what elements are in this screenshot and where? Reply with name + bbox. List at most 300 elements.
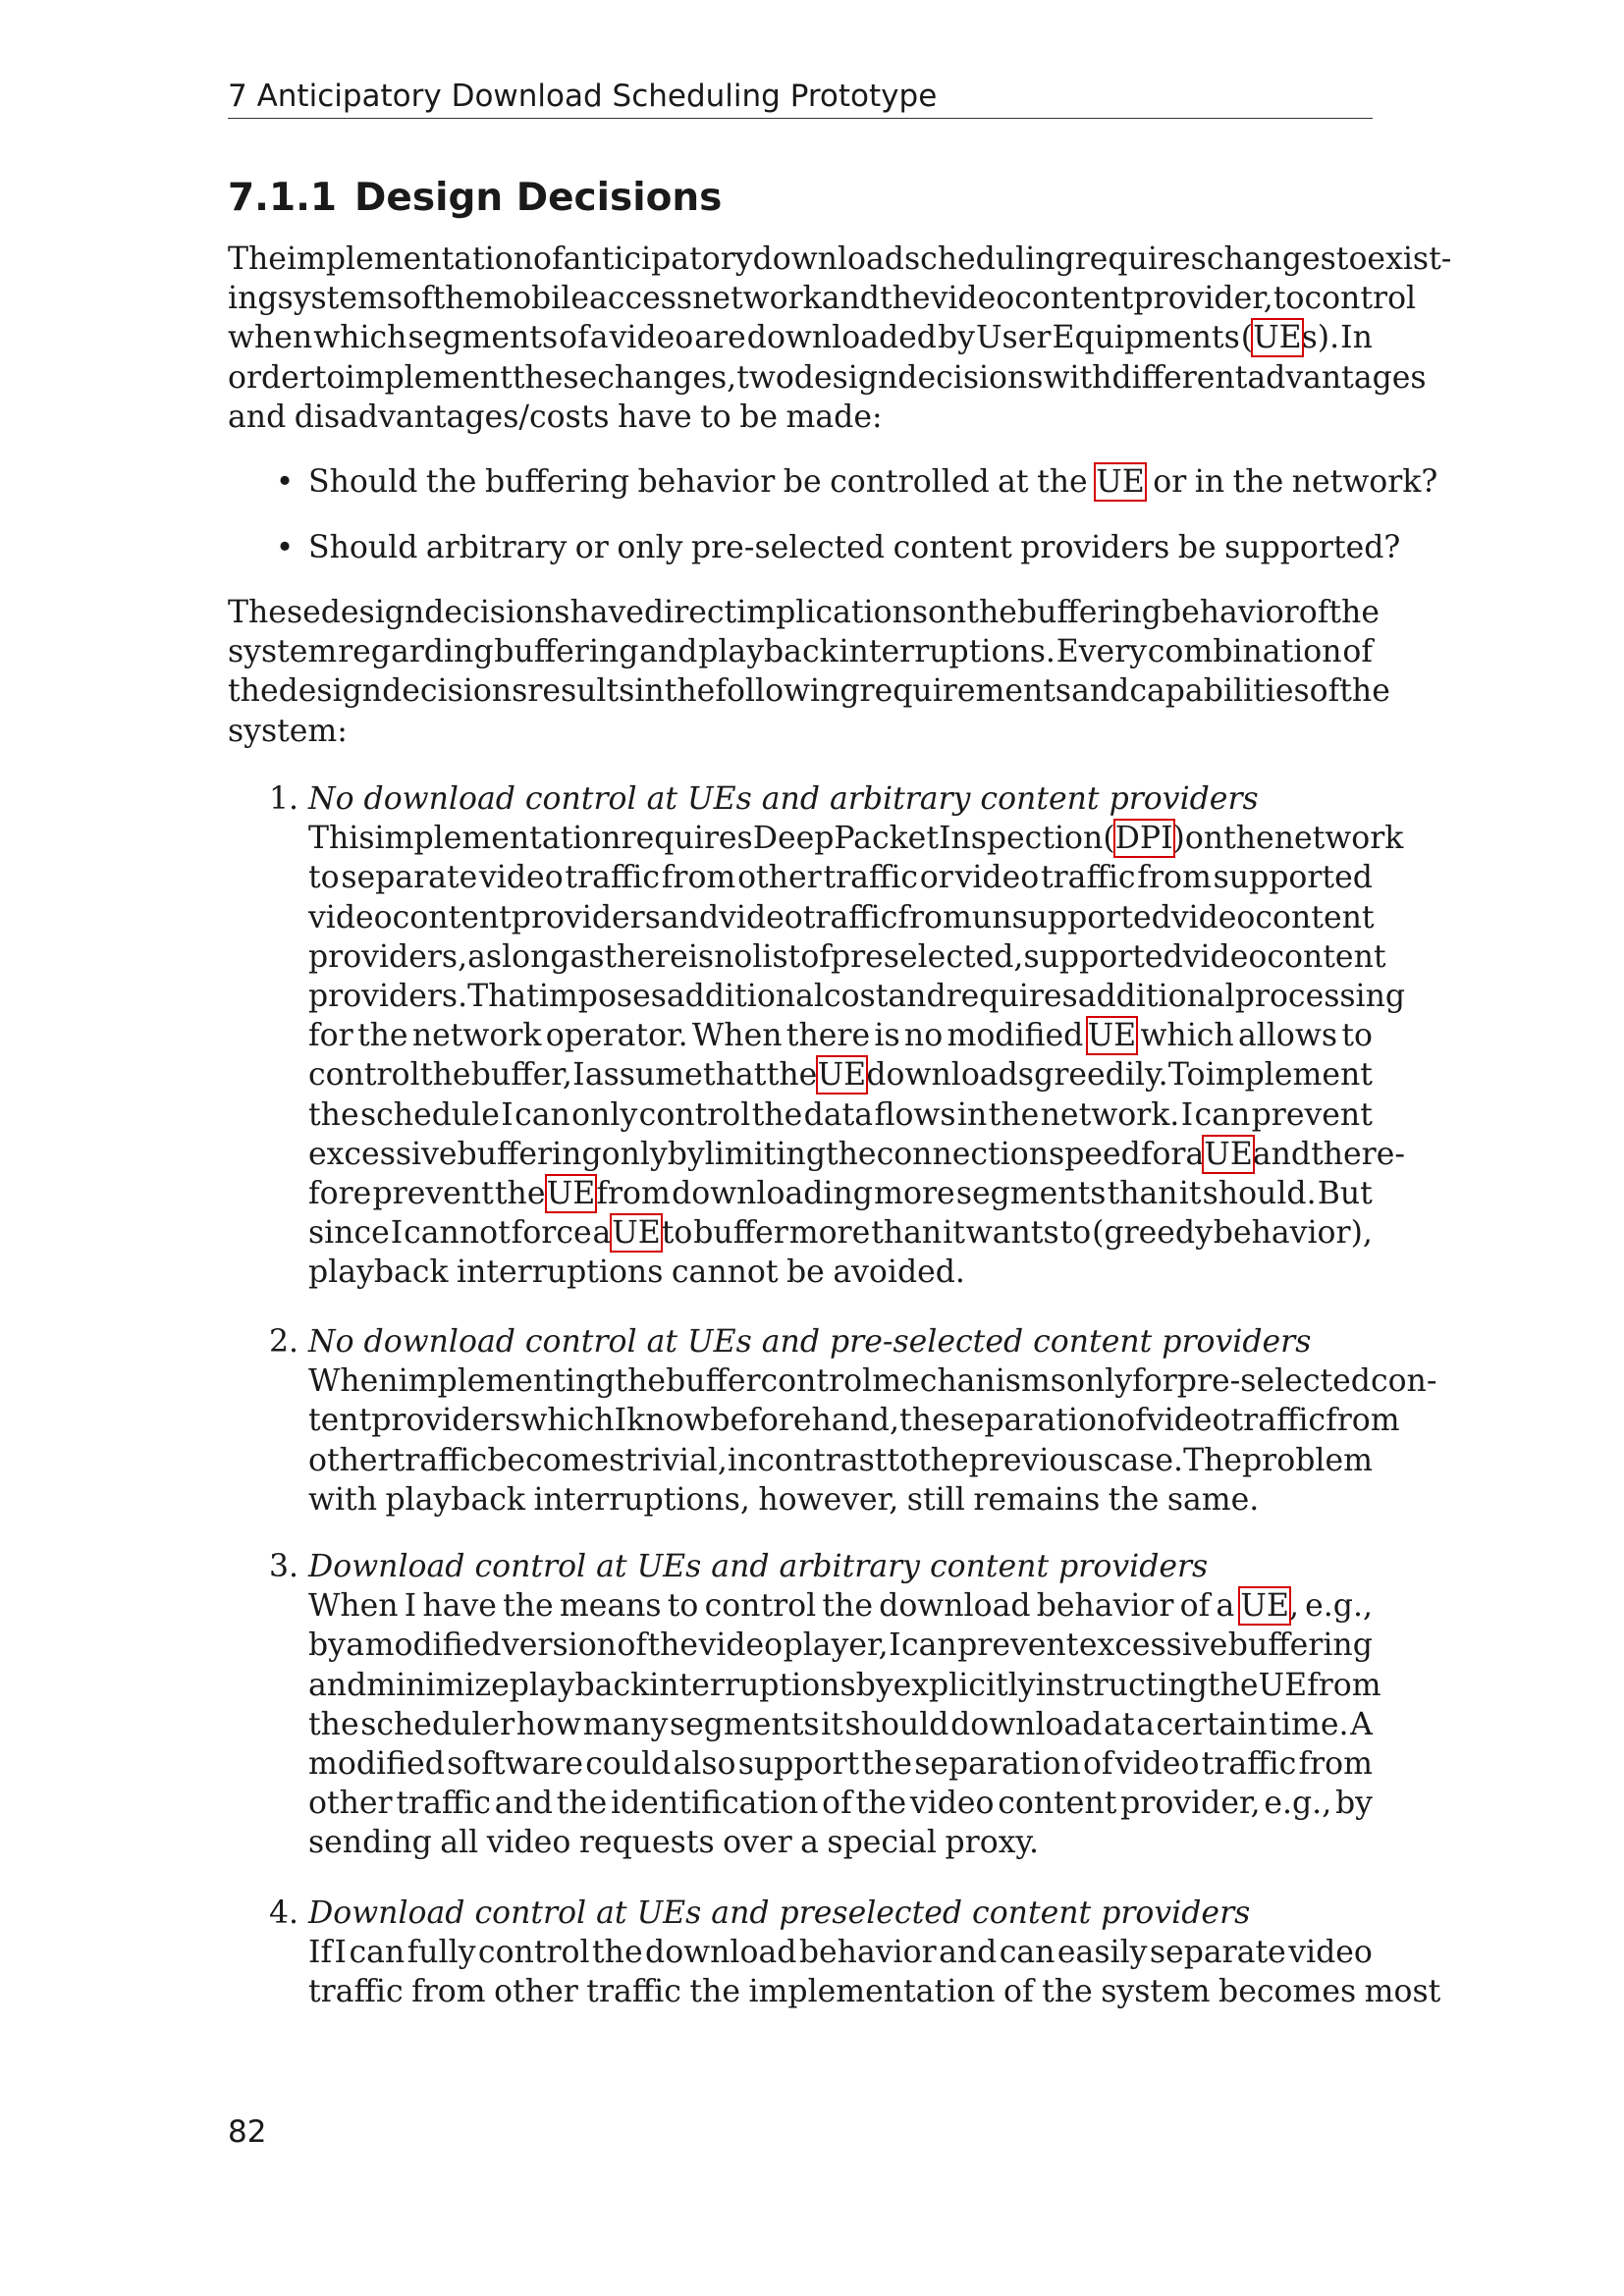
word: know [626,1403,711,1439]
list-item-line [308,1972,1441,2012]
word: a [1185,1136,1205,1172]
word: Should [308,464,418,500]
word: e.g., [1264,1786,1332,1822]
word: by [308,1628,346,1664]
word: by [1334,1786,1373,1822]
word: or [574,530,609,565]
word: and [1071,673,1130,710]
word: the [425,464,477,500]
word: regarding [338,634,494,670]
word: design [793,359,898,396]
word: video [609,320,694,356]
word: the [664,673,716,710]
word: minimize [366,1667,510,1703]
word: are [694,320,746,356]
word: list [752,938,801,975]
bullet-marker: • [275,464,295,500]
word: downloaded [746,320,937,356]
word: time. [1269,1706,1349,1742]
word [1204,1135,1253,1175]
word: buffering [1227,1628,1373,1664]
word: separation [914,1746,1081,1782]
list-item-line [308,1586,1373,1627]
word: made: [785,399,883,435]
word: playback [308,1255,449,1291]
paragraph-line [228,712,1373,752]
word: other [494,1974,578,2010]
word: control [760,1363,873,1400]
word: modified [364,1628,502,1664]
word: only [617,530,683,565]
word: traffic [396,1786,491,1822]
word: To [1167,1057,1206,1094]
word: traffic [308,1974,404,2010]
word: schedule [359,1096,500,1133]
word: can [514,1096,570,1133]
word: or [919,860,953,896]
list-item-heading [308,1322,1373,1362]
word: design [320,595,425,630]
word: which [313,320,407,356]
word: playback [385,1481,525,1518]
list-item-line [308,898,1373,938]
word: Packet [834,821,939,857]
glossary-link[interactable]: UE [1204,1136,1253,1172]
word: that [703,1057,767,1094]
word: traffic [1230,1403,1326,1439]
word: and [639,634,698,670]
word: from [1326,1403,1400,1439]
word: interruptions, [533,1481,750,1518]
word: from [661,860,736,896]
word: by [667,1136,705,1172]
word: no [903,1018,944,1054]
intro-line [228,240,1452,280]
word: have [618,399,692,435]
word: additional [1077,979,1235,1014]
word: on [928,595,967,630]
word: downloading [672,1176,873,1211]
word: When [308,1588,399,1625]
word: providers [1020,530,1170,565]
page-number: 82 [228,2114,267,2150]
word: of [1003,1974,1034,2010]
list-item-line [308,1480,1373,1521]
word: the [1223,821,1274,857]
word: providers [371,1403,521,1439]
list-item-line [308,1666,1381,1706]
word: instructing [1035,1667,1208,1703]
section-title [228,173,722,224]
word: decisions [424,595,570,630]
word: buffer [666,1363,761,1400]
list-item-heading [308,1894,1373,1934]
word: software [447,1746,583,1782]
glossary-link[interactable]: UE [1240,1588,1289,1625]
word: These [228,595,321,630]
word: A [1350,1706,1373,1742]
word: interruptions [649,1667,856,1703]
word: buffer, [470,1057,572,1094]
word: video [698,1628,784,1664]
word: traffic [565,860,660,896]
word: a [1136,1706,1155,1742]
list-item-line [308,1705,1373,1745]
list-item-line [308,1441,1373,1481]
word: If [308,1935,333,1971]
word: e.g., [1305,1588,1373,1625]
word: excessive [308,1136,458,1172]
word: it [943,1215,965,1252]
word: mobile [483,281,590,317]
word: traffic [823,860,919,896]
word: I [889,1628,901,1664]
word: version [501,1628,617,1664]
word: at [1104,1706,1135,1742]
word: excessive [1078,1628,1228,1664]
word: and [888,979,947,1014]
word: network [411,1018,542,1054]
word: content [893,530,1012,565]
paragraph-line [228,671,1390,712]
word: I [572,1057,585,1094]
word: Equipments [1052,320,1240,356]
word: the [615,1363,666,1400]
word: be [739,399,779,435]
word: Inspection [938,821,1104,857]
word: support [737,1746,860,1782]
word: for [308,1018,353,1054]
word: following [715,673,860,710]
word [1096,462,1145,503]
word: implement [1205,1057,1373,1094]
word: only [601,1136,668,1172]
word: there [604,938,688,975]
word: requirements [859,673,1072,710]
word: when [228,320,313,356]
word: with [1043,359,1112,396]
word: con- [1370,1363,1437,1400]
word: proxy. [945,1825,1040,1861]
word: certain [1156,1706,1268,1742]
bullet-item [308,462,1438,503]
word: remains [973,1481,1101,1518]
glossary-link[interactable]: UE [1096,464,1145,500]
word: video [1288,1935,1373,1971]
word: can [349,1935,406,1971]
word: behavior [798,1935,937,1971]
running-header: 7 Anticipatory Download Scheduling Prototype [228,75,1373,119]
list-item-heading [308,779,1373,820]
word: player, [783,1628,889,1664]
word: there [785,1018,871,1054]
list-number: 4. [268,1896,298,1931]
word: download [645,1935,797,1971]
word: supported [1023,938,1183,975]
word: traffic [586,1974,681,2010]
word: sending [308,1825,432,1861]
word: of [533,241,564,277]
word: can [999,1935,1056,1971]
word: arbitrary [425,530,568,565]
glossary-link[interactable]: DPI [1114,821,1173,857]
word [612,1213,661,1254]
word: UE, [1240,1588,1299,1625]
word [547,1174,596,1214]
word: (UEs). [1240,320,1340,356]
word: video [479,860,564,896]
word: exist- [1367,241,1452,277]
heading-text: No download control at UEs and arbitrary content providers [308,781,1259,817]
list-item-heading [308,1547,1373,1587]
word: video [1170,899,1256,935]
word: providers [511,899,661,935]
word: for [1132,1363,1177,1400]
word: from [1298,1746,1373,1782]
word: UE [1258,1667,1308,1703]
word: (greedy [1092,1215,1213,1252]
word: advantages [1247,359,1427,396]
list-item-line [308,1933,1373,1973]
word: combination [1147,634,1342,670]
word: of [617,1628,648,1664]
word: network? [1291,464,1438,500]
word: scheduler [360,1706,515,1742]
word: traffic [1040,860,1136,896]
word: cost [823,979,889,1014]
intro-line [228,398,1373,438]
word: User [976,320,1052,356]
list-item-line [308,1784,1373,1824]
word: requests [578,1825,715,1861]
word: easily [1056,1935,1148,1971]
word: and [821,281,880,317]
word [1088,1016,1137,1056]
word: direct [643,595,737,630]
word: or [1153,464,1187,500]
word: changes, [597,359,737,396]
word: buffering [1016,595,1162,630]
word: the [419,1057,471,1094]
word: other [737,860,822,896]
word: video [909,1786,995,1822]
word: implementation [374,821,622,857]
word: it [1178,1176,1202,1211]
word: of [1298,595,1329,630]
word: But [1317,1176,1373,1211]
word: additional [666,979,824,1014]
word: playback [509,1667,650,1703]
word: on [1184,821,1224,857]
word: to [700,399,731,435]
word: Every [1056,634,1147,670]
word: allows [1238,1018,1338,1054]
glossary-link[interactable]: UE [817,1057,867,1094]
word: disadvantages/costs [294,399,610,435]
glossary-link[interactable]: UE [1253,320,1302,356]
word: more [788,1215,871,1252]
word: buffer [693,1215,788,1252]
word: requires [621,821,753,857]
word: to [661,1215,693,1252]
word: Deep [752,821,835,857]
intro-line [228,358,1427,399]
word: the [503,1588,554,1625]
word: segments [669,1706,820,1742]
word: for [1140,1136,1186,1172]
list-item-line [308,1055,1373,1095]
word: in [727,1442,758,1478]
word: how [515,1706,581,1742]
word: a [346,1628,365,1664]
word: and [308,1667,367,1703]
word: a [589,320,609,356]
word: interruptions [457,1255,664,1291]
word: ing [228,281,278,317]
glossary-link[interactable]: UE [612,1215,661,1252]
word: the [825,1136,877,1172]
word: anticipatory [563,241,753,277]
list-item-line [308,819,1404,859]
word: as [569,938,605,975]
word: trivial, [624,1442,728,1478]
word: system [1101,1974,1211,2010]
word: This [308,821,375,857]
word: network. [1040,1096,1180,1133]
word: the [556,1786,608,1822]
word: the [494,1176,546,1211]
word: the [1207,1667,1259,1703]
word: behavior), [1213,1215,1373,1252]
word: implementing [398,1363,616,1400]
word: When [308,1363,399,1400]
word: the [689,1974,740,2010]
word: same. [1166,1481,1260,1518]
word: decisions [897,359,1044,396]
word: a [1216,1588,1235,1625]
glossary-link[interactable]: UE [1087,1018,1137,1054]
word: the [1037,464,1088,500]
word: with [308,1481,377,1518]
word: the [899,1403,950,1439]
word: cannot [404,1215,511,1252]
word: I [390,1215,404,1252]
word: The [228,241,287,277]
word: from [1137,860,1212,896]
word: problem [1242,1442,1373,1478]
word: network [1273,821,1404,857]
list-item-line [308,1362,1437,1402]
word: video [719,899,803,935]
word: data [803,1096,874,1133]
word: control [477,1935,590,1971]
word: however, [758,1481,899,1518]
word: different [1111,359,1248,396]
word: becomes [487,1442,625,1478]
word: video [486,1825,571,1861]
word: mechanisms [872,1363,1066,1400]
word: behavior [1036,1588,1174,1625]
word: from [411,1974,486,2010]
word: these [512,359,598,396]
word: buffering [494,634,639,670]
list-item-line [308,1016,1373,1056]
word: than [871,1215,943,1252]
word: explicitly [893,1667,1036,1703]
word: by [855,1667,893,1703]
word: the [356,1018,408,1054]
word: special [827,1825,937,1861]
word: interruptions. [839,634,1056,670]
word: of [1082,1746,1113,1782]
word: to [667,1588,699,1625]
word: the [918,1442,969,1478]
word: a [800,1825,819,1861]
word: of [559,320,589,356]
word: system [228,634,338,670]
word: speed [1049,1136,1141,1172]
list-item-line [308,977,1406,1017]
word: of [1342,634,1373,670]
word: most [1364,1974,1441,2010]
word: I [334,1935,347,1971]
word: the [766,1057,818,1094]
word: video [1146,1403,1231,1439]
word: playback [698,634,839,670]
word: requires [1074,241,1207,277]
list-item-line [308,1174,1373,1214]
word: content [1255,899,1375,935]
word: can [900,1628,957,1664]
word: controlled [830,464,990,500]
word: the [855,1786,907,1822]
word: pre-selected [1176,1363,1371,1400]
word: to [887,1442,919,1478]
word: assume [584,1057,703,1094]
word: be [786,1255,825,1291]
word: control [704,1588,817,1625]
word: behavior [637,464,776,500]
word: at [998,464,1029,500]
word: have [569,595,644,630]
glossary-link[interactable]: UE [546,1176,596,1211]
word: imposes [538,979,667,1014]
word: and [660,899,720,935]
word: results [527,673,635,710]
word: changes [1206,241,1336,277]
word: becomes [1218,1974,1357,2010]
word: content [1014,281,1134,317]
word: the [647,1628,699,1664]
list-item-line [308,1213,1373,1254]
heading-text: Download control at UEs and preselected content providers [308,1896,1251,1931]
word: still [906,1481,965,1518]
word: the [1339,673,1390,710]
word: download [950,1706,1103,1742]
word: content [1267,938,1386,975]
word: in [1194,464,1225,500]
word: there- [1311,1136,1405,1172]
word: it [821,1706,843,1742]
word: pre-selected [690,530,886,565]
word: decisions [382,673,528,710]
word: of [1179,1588,1211,1625]
word: the [966,595,1017,630]
word: be [1177,530,1217,565]
word: traffic [802,899,898,935]
word: behavior [1161,595,1299,630]
word: all [440,1825,479,1861]
